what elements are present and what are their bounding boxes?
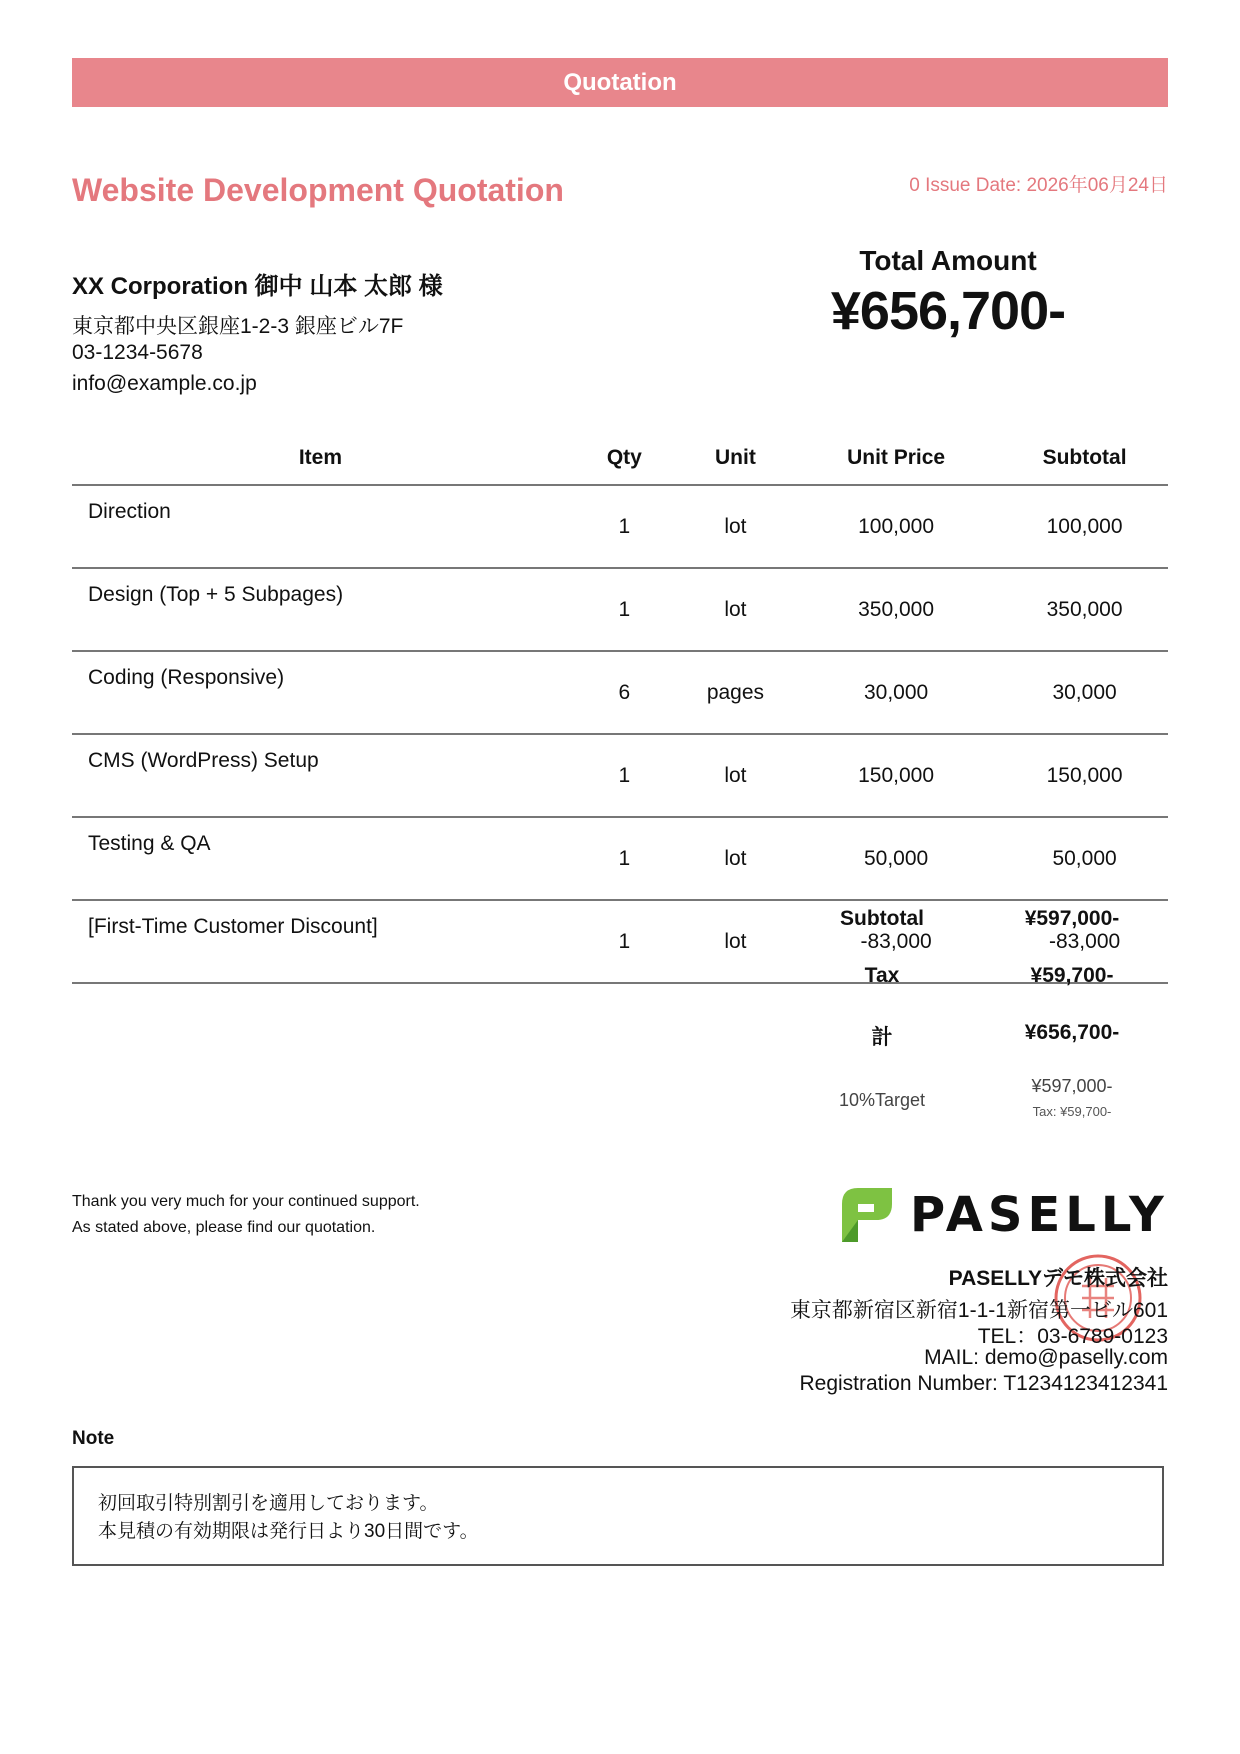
table-header-row (72, 432, 1168, 485)
row-subtotal: 100,000 (1001, 485, 1168, 568)
logo-wordmark: PASELLY (910, 1187, 1169, 1243)
row-qty: 1 (569, 568, 680, 651)
row-qty: 1 (569, 485, 680, 568)
thanks-message: Thank you very much for your continued support. (72, 1193, 420, 1210)
row-unit: lot (680, 817, 791, 900)
header-qty: Qty (569, 432, 680, 485)
table-row (72, 734, 1168, 817)
issuer-tel: TEL：03-6789-0123 (977, 1325, 1168, 1348)
row-qty: 6 (569, 651, 680, 734)
row-unit: lot (680, 734, 791, 817)
total-amount-label: Total Amount (859, 245, 1037, 276)
document-banner: Quotation (72, 58, 1168, 107)
header-subtotal: Subtotal (1001, 432, 1168, 485)
row-unit: pages (680, 651, 791, 734)
row-item: Testing & QA (72, 817, 569, 900)
row-subtotal: 50,000 (1001, 817, 1168, 900)
row-item: Design (Top + 5 Subpages) (72, 568, 569, 651)
note-line: 本見積の有効期限は発行日より30日間です。 (98, 1521, 479, 1542)
row-item: CMS (WordPress) Setup (72, 734, 569, 817)
table-row (72, 817, 1168, 900)
row-qty: 1 (569, 900, 680, 983)
row-unit-price: 30,000 (791, 651, 1001, 734)
note-label: Note (72, 1428, 115, 1449)
table-row (72, 568, 1168, 651)
client-name: XX Corporation 御中 山本 太郎 様 (72, 273, 443, 300)
row-subtotal: 150,000 (1001, 734, 1168, 817)
total-amount-value: ¥656,700- (830, 281, 1066, 341)
tax-target-label: 10%Target (838, 1090, 926, 1110)
items-table (72, 432, 1168, 984)
tax-target-amount: Tax: ¥59,700- (1032, 1104, 1112, 1119)
row-unit-price: 50,000 (791, 817, 1001, 900)
row-unit: lot (680, 485, 791, 568)
quotation-message: As stated above, please find our quotation. (72, 1219, 376, 1236)
subtotal-label: Subtotal (840, 907, 924, 930)
row-unit-price: 150,000 (791, 734, 1001, 817)
tax-target-base: ¥597,000- (1031, 1076, 1113, 1096)
client-phone: 03-1234-5678 (72, 341, 203, 364)
client-address: 東京都中央区銀座1-2-3 銀座ビル7F (72, 315, 404, 338)
issuer-name: PASELLYデモ株式会社 (948, 1267, 1168, 1290)
company-logo (838, 1184, 1169, 1246)
issuer-mail: MAIL: demo@paselly.com (924, 1346, 1168, 1369)
row-unit: lot (680, 900, 791, 983)
row-item: [First-Time Customer Discount] (72, 900, 569, 983)
paselly-logo-mark-icon (838, 1184, 896, 1246)
row-unit-price: 100,000 (791, 485, 1001, 568)
row-unit-price: 350,000 (791, 568, 1001, 651)
tax-value: ¥59,700- (1030, 964, 1114, 987)
tax-label: Tax (864, 964, 900, 987)
issue-date: 0 Issue Date: 2026年06月24日 (909, 175, 1168, 196)
row-item: Coding (Responsive) (72, 651, 569, 734)
row-qty: 1 (569, 734, 680, 817)
row-unit-price: -83,000 (791, 900, 1001, 983)
note-box (72, 1466, 1164, 1566)
issuer-address: 東京都新宿区新宿1-1-1新宿第一ビル601 (789, 1299, 1168, 1322)
client-email: info@example.co.jp (72, 372, 257, 395)
header-item: Item (72, 432, 569, 485)
row-subtotal: 350,000 (1001, 568, 1168, 651)
document-title: Website Development Quotation (72, 172, 564, 208)
grand-total-label: 計 (871, 1026, 893, 1049)
note-line: 初回取引特別割引を適用しております。 (98, 1493, 439, 1514)
row-unit: lot (680, 568, 791, 651)
issuer-registration: Registration Number: T1234123412341 (799, 1372, 1168, 1395)
row-qty: 1 (569, 817, 680, 900)
header-unit-price: Unit Price (791, 432, 1001, 485)
table-row (72, 485, 1168, 568)
header-unit: Unit (680, 432, 791, 485)
grand-total-value: ¥656,700- (1024, 1021, 1120, 1044)
row-item: Direction (72, 485, 569, 568)
row-subtotal: -83,000 (1001, 900, 1168, 983)
table-row (72, 651, 1168, 734)
row-subtotal: 30,000 (1001, 651, 1168, 734)
subtotal-value: ¥597,000- (1024, 907, 1120, 930)
